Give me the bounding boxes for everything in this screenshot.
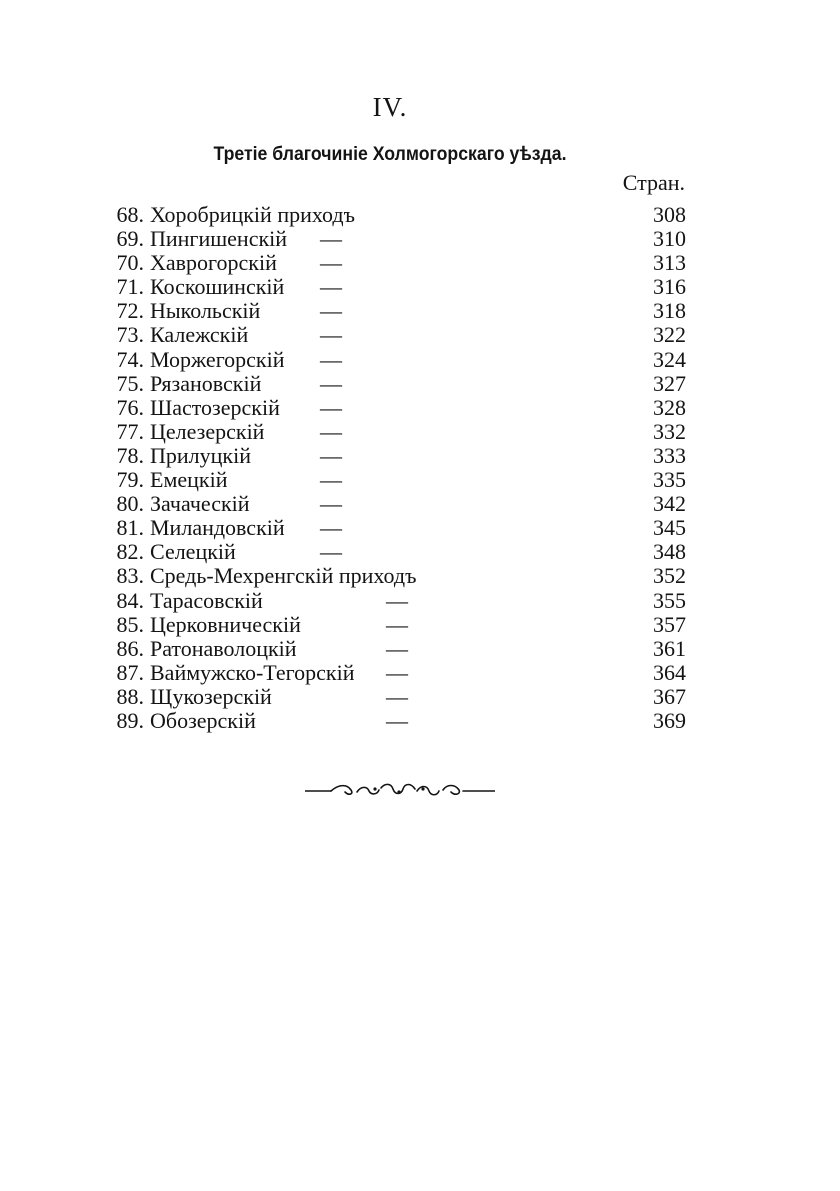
toc-entry (100, 227, 700, 251)
entry-page-number: 345 (653, 515, 686, 541)
entry-page-number: 342 (653, 491, 686, 517)
entry-parish-name: Зачаческій (150, 491, 250, 517)
entry-parish-name: Шастозерскій (150, 394, 280, 420)
entry-number: 78. (116, 442, 144, 468)
toc-entry (100, 323, 700, 347)
toc-entry (100, 468, 700, 492)
entry-page-number: 322 (653, 322, 686, 348)
entry-parish-name: Обозерскій (150, 707, 256, 733)
entry-ditto-dash: — (386, 683, 408, 709)
entry-ditto-dash: — (320, 226, 342, 252)
entry-ditto-dash: — (320, 539, 342, 565)
entry-number: 70. (116, 250, 144, 276)
entry-page-number: 318 (653, 298, 686, 324)
entry-page-number: 364 (653, 659, 686, 685)
entry-parish-name: Рязановскій (150, 370, 262, 396)
entry-parish-name: Щукозерскій (150, 683, 272, 709)
entry-number: 83. (116, 563, 144, 589)
entry-ditto-dash: — (320, 322, 342, 348)
entry-ditto-dash: — (320, 418, 342, 444)
entry-page-number: 328 (653, 394, 686, 420)
entry-page-number: 313 (653, 250, 686, 276)
entry-number: 79. (116, 467, 144, 493)
entry-ditto-dash: — (386, 707, 408, 733)
entry-number: 74. (116, 346, 144, 372)
entry-page-number: 310 (653, 226, 686, 252)
entry-parish-name: Моржегорскій (150, 346, 285, 372)
entry-number: 84. (116, 587, 144, 613)
entry-parish-name: Емецкій (150, 467, 228, 493)
entry-page-number: 357 (653, 611, 686, 637)
entry-number: 86. (116, 635, 144, 661)
entry-number: 72. (116, 298, 144, 324)
entry-ditto-dash: — (320, 298, 342, 324)
entry-page-number: 333 (653, 442, 686, 468)
toc-entry (100, 637, 700, 661)
entry-ditto-dash: — (320, 394, 342, 420)
toc-entry (100, 516, 700, 540)
entry-parish-name: Селецкій (150, 539, 236, 565)
entry-number: 87. (116, 659, 144, 685)
toc-entry (100, 372, 700, 396)
entry-parish-name: Средь-Мехренгскій приходъ (150, 563, 417, 589)
entry-number: 80. (116, 491, 144, 517)
flourish-ornament-icon (305, 780, 495, 800)
entry-parish-name: Ваймужско-Тегорскій (150, 659, 355, 685)
toc-entry (100, 492, 700, 516)
entry-page-number: 352 (653, 563, 686, 589)
entry-page-number: 335 (653, 467, 686, 493)
entry-ditto-dash: — (320, 250, 342, 276)
entry-ditto-dash: — (386, 611, 408, 637)
toc-entry (100, 251, 700, 275)
entry-number: 85. (116, 611, 144, 637)
entry-number: 75. (116, 370, 144, 396)
entry-ditto-dash: — (320, 515, 342, 541)
entry-number: 82. (116, 539, 144, 565)
entry-ditto-dash: — (386, 659, 408, 685)
toc-entry (100, 589, 700, 613)
toc-entry (100, 203, 700, 227)
entry-page-number: 308 (653, 202, 686, 227)
entry-number: 88. (116, 683, 144, 709)
entry-page-number: 355 (653, 587, 686, 613)
entry-page-number: 369 (653, 707, 686, 733)
entry-page-number: 361 (653, 635, 686, 661)
entry-parish-name: Ныкольскій (150, 298, 261, 324)
entry-ditto-dash: — (320, 370, 342, 396)
toc-entry (100, 709, 700, 733)
entry-number: 77. (116, 418, 144, 444)
entry-page-number: 316 (653, 274, 686, 300)
entry-parish-name: Коскошинскій (150, 274, 285, 300)
entry-page-number: 332 (653, 418, 686, 444)
toc-entry (100, 685, 700, 709)
entry-page-number: 324 (653, 346, 686, 372)
entry-number: 76. (116, 394, 144, 420)
entry-parish-name: Целезерскій (150, 418, 265, 444)
entry-parish-name: Калежскій (150, 322, 249, 348)
page-column-label: Стран. (622, 170, 685, 195)
entry-number: 69. (116, 226, 144, 252)
entry-page-number: 327 (653, 370, 686, 396)
entry-ditto-dash: — (320, 346, 342, 372)
toc-entry (100, 396, 700, 420)
entry-ditto-dash: — (320, 274, 342, 300)
entry-number: 81. (116, 515, 144, 541)
entry-parish-name: Церковническій (150, 611, 301, 637)
section-number: IV. (372, 92, 408, 122)
entry-number: 73. (116, 322, 144, 348)
toc-entry (100, 275, 700, 299)
entry-number: 68. (116, 202, 144, 227)
section-heading: Третіе благочиніе Холмогорскаго уѣзда. (213, 144, 567, 165)
entry-ditto-dash: — (320, 491, 342, 517)
entry-ditto-dash: — (320, 442, 342, 468)
entry-ditto-dash: — (386, 635, 408, 661)
entry-number: 71. (116, 274, 144, 300)
entry-ditto-dash: — (320, 467, 342, 493)
entry-parish-name: Пингишенскій (150, 226, 288, 252)
toc-entry (100, 661, 700, 685)
toc-entry (100, 444, 700, 468)
toc-entry (100, 564, 700, 588)
toc-entry (100, 613, 700, 637)
toc-entry (100, 420, 700, 444)
entry-ditto-dash: — (386, 587, 408, 613)
entry-parish-name: Хаврогорскій (150, 250, 277, 276)
entry-parish-name: Тарасовскій (150, 587, 263, 613)
table-of-contents (100, 203, 700, 733)
entry-page-number: 367 (653, 683, 686, 709)
entry-parish-name: Ратонаволоцкій (150, 635, 297, 661)
entry-parish-name: Прилуцкій (150, 442, 251, 468)
toc-entry (100, 540, 700, 564)
entry-number: 89. (116, 707, 144, 733)
entry-page-number: 348 (653, 539, 686, 565)
entry-parish-name: Миландовскій (150, 515, 285, 541)
toc-entry (100, 299, 700, 323)
entry-parish-name: Хоробрицкій приходъ (150, 202, 355, 227)
toc-entry (100, 348, 700, 372)
